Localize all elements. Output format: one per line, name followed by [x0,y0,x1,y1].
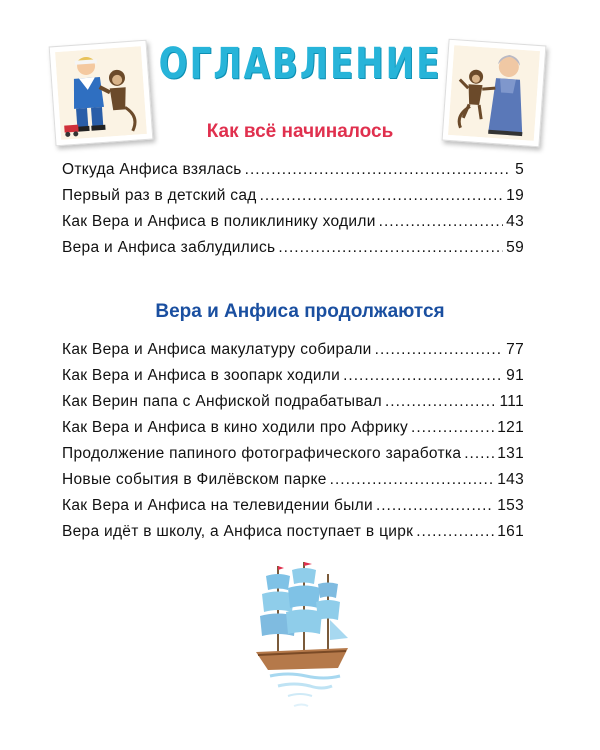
toc-entry-title: Откуда Анфиса взялась [62,161,242,178]
toc-entry[interactable] [62,161,524,187]
toc-entry-page: 111 [499,393,524,410]
sailing-ship-illustration [248,560,352,712]
toc-entry[interactable] [62,393,524,419]
dot-leader [343,367,503,385]
dot-leader [245,161,511,179]
toc-entry-page: 43 [506,213,524,230]
toc-entry-page: 19 [506,187,524,204]
toc-entry-page: 131 [497,445,524,462]
toc-entry[interactable] [62,445,524,471]
dot-leader [330,471,495,489]
toc-entry-title: Как Вера и Анфиса на телевидении были [62,497,373,514]
dot-leader [278,239,503,257]
toc-entry-page: 161 [497,523,524,540]
toc-entry-title: Первый раз в детский сад [62,187,257,204]
toc-entry[interactable] [62,419,524,445]
toc-entry-page: 5 [515,161,524,178]
toc-entry-title: Как Вера и Анфиса макулатуру собирали [62,341,372,358]
dot-leader [416,523,494,541]
page-title: ОГЛАВЛЕНИЕ [158,39,442,89]
toc-entry-title: Вера идёт в школу, а Анфиса поступает в цирк [62,523,414,540]
dot-leader [411,419,494,437]
toc-entry-page: 143 [497,471,524,488]
toc-entry-page: 59 [506,239,524,256]
toc-entry-title: Как Вера и Анфиса в поликлинику ходили [62,213,376,230]
toc-entry-title: Как Вера и Анфиса в зоопарк ходили [62,367,341,384]
toc-entry[interactable] [62,341,524,367]
toc-entry-title: Вера и Анфиса заблудились [62,239,276,256]
toc-entry[interactable] [62,367,524,393]
toc-entry[interactable] [62,213,524,239]
toc-entry[interactable] [62,187,524,213]
toc-entry[interactable] [62,523,524,549]
toc-entry-page: 91 [506,367,524,384]
dot-leader [376,497,494,515]
dot-leader [464,445,494,463]
toc-entry-title: Новые события в Филёвском парке [62,471,327,488]
toc-entry-title: Как Верин папа с Анфиской подрабатывал [62,393,382,410]
toc-entry-page: 121 [497,419,524,436]
section-heading: Вера и Анфиса продолжаются [155,301,445,322]
toc-entry-title: Продолжение папиного фотографического заработка [62,445,462,462]
toc-list [62,341,524,549]
dot-leader [385,393,497,411]
dot-leader [379,213,503,231]
toc-entry-page: 77 [506,341,524,358]
toc-entry-page: 153 [497,497,524,514]
section-heading: Как всё начиналось [206,121,394,142]
toc-entry[interactable] [62,239,524,265]
dot-leader [375,341,504,359]
toc-entry[interactable] [62,497,524,523]
dot-leader [260,187,504,205]
toc-entry[interactable] [62,471,524,497]
toc-list [62,161,524,265]
toc-entry-title: Как Вера и Анфиса в кино ходили про Африку [62,419,409,436]
